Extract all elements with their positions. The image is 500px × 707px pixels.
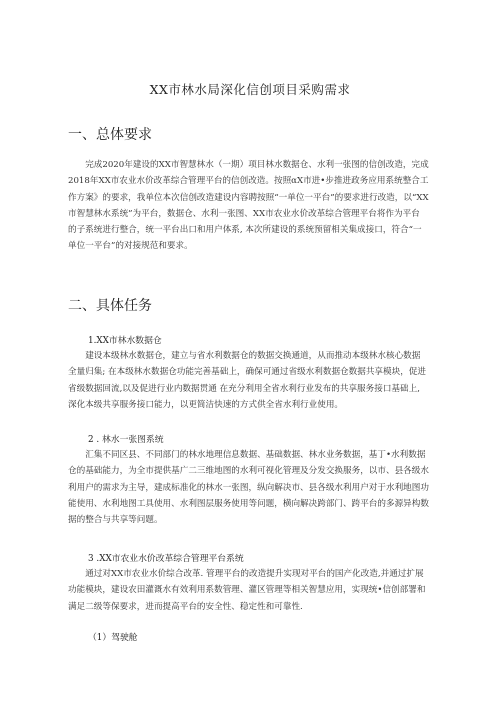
paragraph-line: 全量归集; 在本级林水数据仓功能完善基础上，确保可通过省级水利数据仓数据共享模块，促进 — [68, 367, 426, 378]
task-item-1-label: 1.XX市林水数据仓 — [88, 336, 162, 346]
paragraph-line: 满足二级等保要求，进而提高平台的安全性、稳定性和可靠性. — [68, 601, 303, 612]
paragraph-line: 据的整合与共享等问题。 — [68, 515, 163, 526]
paragraph-line: 市智慧林水系统”为平台，数据仓、水利一张图、XX市农业水价改革综合管理平台将作为平台 — [68, 208, 420, 219]
paragraph-line: 仓的基础能力，为全市提供基广二三维地图的水利可视化管理及分发交换服务，以市、县各级水 — [68, 466, 429, 477]
paragraph-line: 省级数据回流,以及促进行业内数据贯通 在充分利用全省水利行业发布的共享服务接口基础上, — [68, 383, 420, 394]
section1-paragraph — [68, 157, 434, 255]
document-title: XX市林水局深化信创项目采购需求 — [149, 82, 351, 97]
task-item-1-paragraph — [68, 348, 434, 413]
task-item-2-label: 2 . 林水一张图系统 — [88, 435, 164, 445]
paragraph-line: 通过对XX市农业水价综合改革. 管理平台的改造提升实现对平台的国产化改造,并通过扩展 — [85, 569, 424, 579]
paragraph-line: 能使用、水利地图工具使用、水利图层服务使用等问题，横向解决跨部门、跨平台的多源异构数 — [68, 498, 429, 509]
task-item-2-paragraph — [68, 447, 434, 528]
paragraph-line: 的子系统进行整合，统一平台出口和用户体系, 本次所建设的系统预留相关集成接口，符合“一 — [68, 225, 422, 236]
section-heading-tasks: 二、具体任务 — [68, 298, 152, 314]
paragraph-line: 建设本级林水数据仓，建立与省水利数据仓的数据交换通道，从而推动本级林水核心数据 — [85, 351, 421, 361]
section-heading-overall: 一、总体要求 — [68, 127, 152, 143]
paragraph-line: 汇集不同区县、不同部门的林水地理信息数据、基础数据、林水业务数据，基丁•水利数据 — [85, 450, 426, 460]
paragraph-line: 作方案》的要求，我单位本次信创改造建设内容聘按照“一单位一平台”的要求进行改造，以“XX — [68, 192, 429, 203]
task-item-3-paragraph — [68, 566, 434, 615]
paragraph-line: 完成2020年建设的XX市智慧林水（一期）项目林水数据仓、水利一张图的信创改造，完成 — [85, 160, 429, 170]
task-sub-item-cockpit: （1）驾驶舱 — [88, 633, 138, 643]
paragraph-line: 利用户的需求为主导，建成标准化的林水一张图，纵向解决市、县各级水利用户对于水利地图功 — [68, 482, 429, 493]
paragraph-line: 深化本级共享服务接口能力，以更简洁快速的方式供全省水利行业使用。 — [68, 399, 344, 410]
paragraph-line: 功能模块，建设农田灌溉水有效利用系数管理、灌区管理等相关智慧应用，实现统•信创部署和 — [68, 585, 426, 596]
task-item-3-label: 3 .XX市农业水价改革综合管理平台系统 — [88, 554, 244, 564]
paragraph-line: 单位一平台”的对接规范和要求。 — [68, 241, 193, 252]
paragraph-line: 2018年XX市农业水价改革综合管理平台的信创改造。按照αX市进•步推进政务应用系统整合工 — [68, 176, 429, 187]
